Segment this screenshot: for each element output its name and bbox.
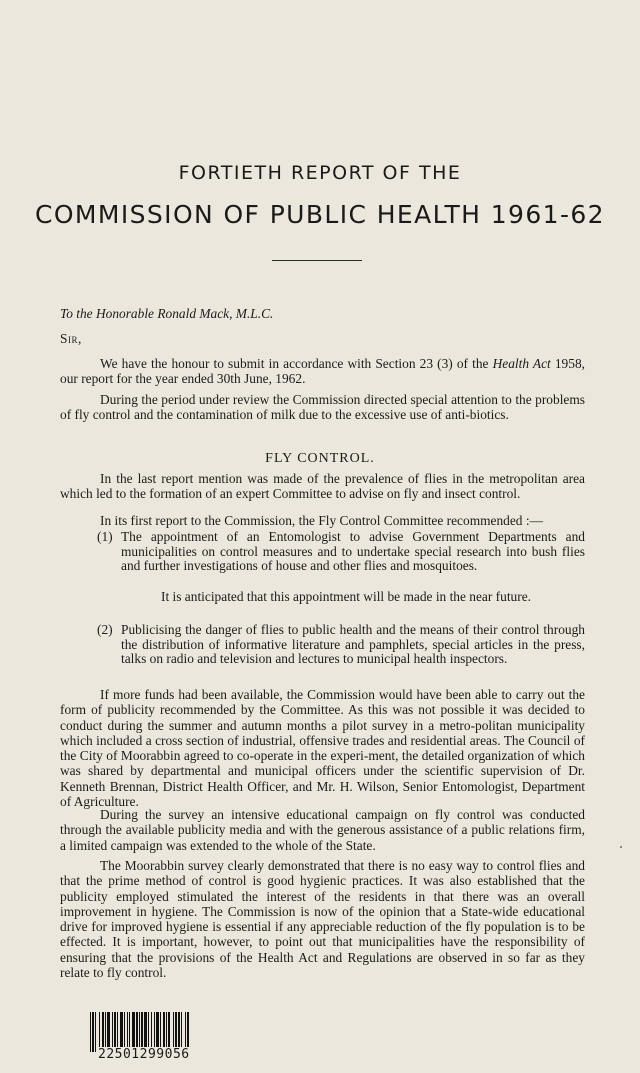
barcode-stripe: [136, 1012, 138, 1052]
barcode-stripe: [95, 1012, 96, 1052]
barcode-stripe: [99, 1012, 100, 1052]
barcode-stripe: [163, 1012, 165, 1052]
fly-paragraph-2: In its first report to the Commission, the Fly Control Committee recommended :—: [100, 513, 543, 528]
barcode-stripe: [151, 1012, 152, 1052]
barcode-stripe: [102, 1012, 104, 1052]
review-paragraph: During the period under review the Commission directed special attention to the problems of fly control and the contamination of milk due to the excessive use of anti-biotics.: [60, 392, 585, 423]
barcode-stripe: [144, 1012, 147, 1052]
barcode-stripe: [114, 1012, 116, 1052]
paper-speck: [620, 846, 622, 848]
item-text: Publicising the danger of flies to public health and the means of their control through the distribution of informative literature and pamphlets, special articles in the press, talks on radio and television and lectures to municipal health inspectors.: [121, 622, 585, 666]
barcode-number: 22501299056: [98, 1047, 190, 1062]
barcode-stripe: [139, 1012, 140, 1052]
recommendation-item-1: [97, 529, 585, 574]
barcode-stripe: [127, 1012, 128, 1052]
report-title: FORTIETH REPORT OF THE: [178, 162, 462, 184]
barcode-stripe: [141, 1012, 143, 1052]
barcode-image: [90, 1012, 239, 1052]
barcode-stripe: [129, 1012, 130, 1052]
section-heading: FLY CONTROL.: [265, 451, 375, 466]
barcode-stripe: [187, 1012, 189, 1052]
fly-paragraph-3: If more funds had been available, the Commission would have been able to carry out the form of publicity recommended by the Committee. As this was not possible it was decided to conduct during the summer and autumn months a pilot survey in a metro-politan municipality which included a cross section of industrial, offensive trades and residential areas. The Council of the City of Moorabbin agreed to co-operate in the experi-ment, the detailed organization of which was shared by departmental and municipal officers under the scientific supervision of Dr. Kenneth Brennan, District Health Officer, and Mr. H. Wilson, Senior Entomologist, Department of Agriculture.: [60, 687, 585, 810]
item-number: (2): [97, 622, 113, 637]
recommendation-item-2: [97, 622, 585, 667]
barcode-stripe: [148, 1012, 149, 1052]
barcode-stripe: [107, 1012, 110, 1052]
barcode-stripe: [173, 1012, 174, 1052]
barcode-stripe: [90, 1012, 91, 1052]
barcode-stripe: [132, 1012, 135, 1052]
barcode-stripe: [105, 1012, 106, 1052]
fly-paragraph-5: The Moorabbin survey clearly demonstrated that there is no easy way to control flies and that the prime method of control is good hygienic practices. It was also established that the publicity employed stimulated the interest of the residents in that there was an overall improvement in hygiene. The Commission is now of the opinion that a State-wide educational drive for improved hygiene is essential if any appreciable reduction of the fly population is to be effected. It is important, however, to point out that municipalities have the responsibility of ensuring that the provisions of the Health Act and Regulations are observed in so far as they relate to fly control.: [60, 858, 585, 981]
barcode-stripe: [120, 1012, 123, 1052]
item-number: (1): [97, 529, 113, 544]
intro-paragraph: [60, 356, 585, 387]
barcode-stripe: [160, 1012, 161, 1052]
barcode-stripe: [168, 1012, 170, 1052]
letter-addressee: To the Honorable Ronald Mack, M.L.C.: [60, 306, 274, 321]
barcode-stripe: [156, 1012, 159, 1052]
report-subtitle: COMMISSION OF PUBLIC HEALTH 1961-62: [35, 200, 605, 229]
title-divider: [272, 260, 362, 261]
barcode-stripe: [112, 1012, 113, 1052]
intro-text-b: 1958, our report for the year ended 30th June, 1962.: [60, 356, 585, 387]
barcode-stripe: [124, 1012, 125, 1052]
act-name: Health Act: [492, 356, 551, 371]
fly-paragraph-4: During the survey an intensive educational campaign on fly control was conducted through the available publicity media and with the generous assistance of a public relations firm, a limited campaign was extended to the whole of the State.: [60, 807, 585, 853]
barcode-stripe: [181, 1012, 182, 1052]
recommendation-note: It is anticipated that this appointment will be made in the near future.: [161, 589, 531, 604]
item-text: The appointment of an Entomologist to advise Government Departments and municipalities on control measures and to undertake special research into bush flies and further investigations of house and other flies and mosquitoes.: [121, 529, 585, 573]
barcode-stripe: [117, 1012, 118, 1052]
barcode-stripe: [178, 1012, 180, 1052]
barcode-stripe: [92, 1012, 94, 1052]
fly-paragraph-1: In the last report mention was made of the prevalence of flies in the metropolitan area which led to the formation of an expert Committee to advise on fly and insect control.: [60, 471, 585, 502]
barcode-stripe: [185, 1012, 186, 1052]
barcode-stripe: [166, 1012, 167, 1052]
letter-salutation: Sir,: [60, 331, 82, 346]
barcode-stripe: [175, 1012, 177, 1052]
intro-text-a: We have the honour to submit in accordance with Section 23 (3) of the: [100, 356, 493, 371]
barcode-stripe: [154, 1012, 155, 1052]
